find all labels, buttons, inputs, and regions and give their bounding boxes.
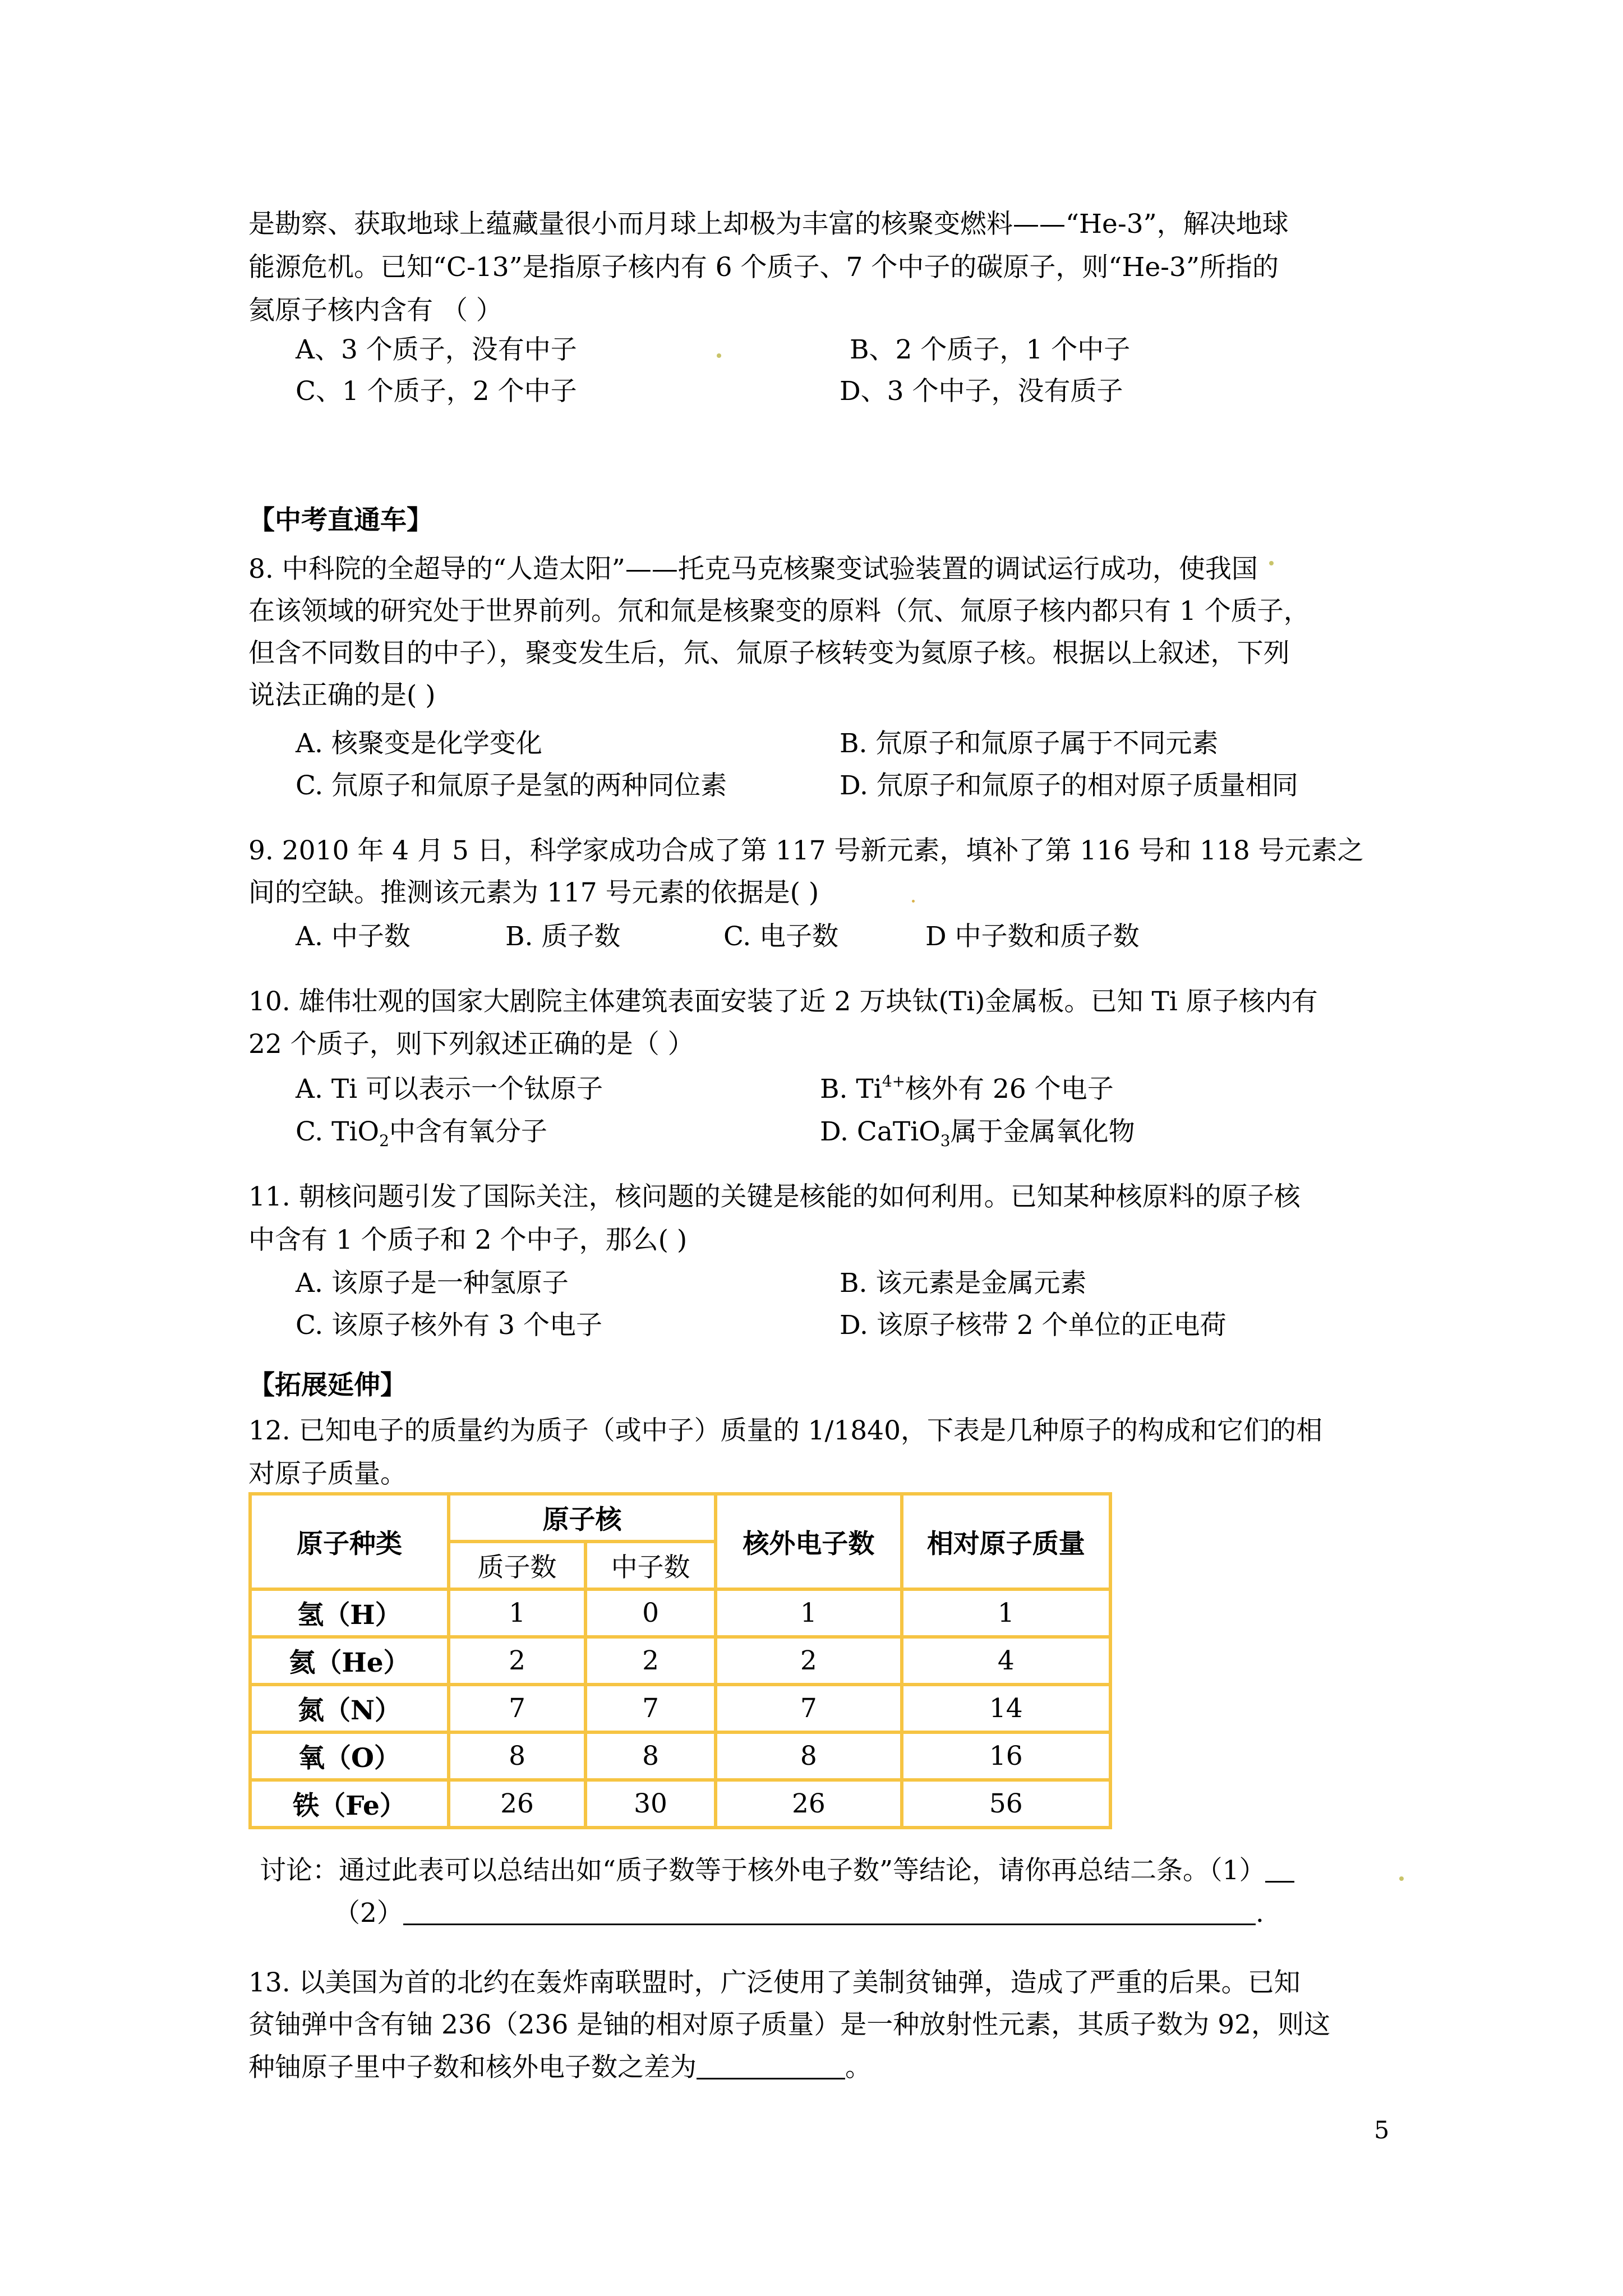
cell-electrons: 1 (716, 1589, 902, 1637)
cell-mass: 1 (902, 1589, 1110, 1637)
q7-line-2: 能源危机。已知“C-13”是指原子核内有 6 个质子、7 个中子的碳原子，则“He-3”所指的 (248, 252, 1279, 283)
q9-line-1: 9. 2010 年 4 月 5 日，科学家成功合成了第 117 号新元素，填补了第 116 号和 118 号元素之 (248, 835, 1364, 866)
cell-neutrons: 30 (585, 1780, 716, 1828)
q13-line-1: 13. 以美国为首的北约在轰炸南联盟时，广泛使用了美制贫铀弹，造成了严重的后果。已知 (248, 1967, 1301, 1998)
stray-mark (1399, 1876, 1404, 1881)
stray-mark (912, 900, 915, 903)
header-electrons: 核外电子数 (716, 1494, 902, 1589)
q9-line-2: 间的空缺。推测该元素为 117 号元素的依据是( ) (248, 877, 819, 908)
atom-structure-table (248, 1492, 1112, 1829)
cell-protons: 7 (449, 1685, 585, 1732)
table-row (250, 1685, 1110, 1732)
q8-line-1: 8. 中科院的全超导的“人造太阳”——托克马克核聚变试验装置的调试运行成功，使我国 (248, 554, 1258, 585)
cell-electrons: 26 (716, 1780, 902, 1828)
header-atom-type: 原子种类 (250, 1494, 449, 1589)
answer-blank-1[interactable] (1265, 1856, 1294, 1883)
table-row (250, 1732, 1110, 1780)
q8-line-3: 但含不同数目的中子），聚变发生后，氘、氚原子核转变为氦原子核。根据以上叙述，下列 (248, 638, 1290, 669)
q13-line-2: 贫铀弹中含有铀 236（236 是铀的相对原子质量）是一种放射性元素，其质子数为 92，则这 (248, 2009, 1331, 2040)
page-number: 5 (1374, 2116, 1390, 2145)
cell-neutrons: 7 (585, 1685, 716, 1732)
cell-electrons: 8 (716, 1732, 902, 1780)
q8-option-d: D. 氘原子和氚原子的相对原子质量相同 (840, 770, 1298, 801)
q9-option-a: A. 中子数 (296, 921, 411, 952)
cell-mass: 14 (902, 1685, 1110, 1732)
q9-option-d: D 中子数和质子数 (925, 921, 1140, 952)
cell-mass: 4 (902, 1637, 1110, 1685)
q11-option-b: B. 该元素是金属元素 (840, 1268, 1087, 1299)
q8-option-b: B. 氘原子和氚原子属于不同元素 (840, 728, 1219, 759)
answer-blank-2[interactable] (403, 1899, 1256, 1925)
header-neutrons: 中子数 (585, 1542, 716, 1589)
q10-line-2: 22 个质子，则下列叙述正确的是（ ） (248, 1029, 694, 1060)
q8-line-4: 说法正确的是( ) (248, 680, 436, 711)
q7-line-3: 氦原子核内含有 （ ） (248, 295, 502, 326)
answer-blank-3[interactable] (697, 2053, 845, 2079)
cell-electrons: 2 (716, 1637, 902, 1685)
section-heading-zhongkao: 【中考直通车】 (248, 505, 433, 536)
q11-line-2: 中含有 1 个质子和 2 个中子，那么( ) (248, 1225, 688, 1255)
q10-option-b: B. $Ti^{4+}$核外有 26 个电子 (820, 1072, 1114, 1105)
cell-protons: 8 (449, 1732, 585, 1780)
q12-line-1: 12. 已知电子的质量约为质子（或中子）质量的 1/1840，下表是几种原子的构成和它们的相 (248, 1415, 1322, 1446)
q11-option-a: A. 该原子是一种氢原子 (296, 1268, 569, 1299)
q10-option-c: C. TiO$_2$中含有氧分子 (296, 1116, 547, 1150)
q9-option-b: B. 质子数 (505, 921, 621, 952)
stray-mark (1269, 561, 1274, 565)
q7-option-c: C、1 个质子，2 个中子 (296, 376, 577, 407)
q9-option-c: C. 电子数 (723, 921, 839, 952)
table-row (250, 1589, 1110, 1637)
cell-protons: 1 (449, 1589, 585, 1637)
q8-line-2: 在该领域的研究处于世界前列。氘和氚是核聚变的原料（氘、氚原子核内都只有 1 个质子， (248, 596, 1310, 627)
cell-mass: 56 (902, 1780, 1110, 1828)
cell-neutrons: 0 (585, 1589, 716, 1637)
cell-electrons: 7 (716, 1685, 902, 1732)
cell-neutrons: 2 (585, 1637, 716, 1685)
q12-discussion: 讨论：通过此表可以总结出如“质子数等于核外电子数”等结论，请你再总结二条。（1） (260, 1854, 1294, 1888)
q8-option-a: A. 核聚变是化学变化 (296, 728, 542, 759)
cell-element: 氦（He） (250, 1637, 449, 1685)
header-protons: 质子数 (449, 1542, 585, 1589)
cell-neutrons: 8 (585, 1732, 716, 1780)
cell-element: 氢（H） (250, 1589, 449, 1637)
stray-mark (717, 353, 721, 358)
q10-line-1: 10. 雄伟壮观的国家大剧院主体建筑表面安装了近 2 万块钛(Ti)金属板。已知 Ti 原子核内有 (248, 986, 1318, 1017)
q7-option-d: D、3 个中子，没有质子 (840, 376, 1123, 407)
q10-option-d: D. CaTiO$_3$属于金属氧化物 (820, 1116, 1135, 1150)
q12-item-2: （2） . (334, 1898, 1264, 1929)
q11-option-d: D. 该原子核带 2 个单位的正电荷 (840, 1310, 1227, 1341)
cell-element: 氮（N） (250, 1685, 449, 1732)
q13-line-3: 种铀原子里中子数和核外电子数之差为 。 (248, 2052, 872, 2083)
q7-option-b: B、2 个质子，1 个中子 (850, 334, 1131, 365)
cell-element: 铁（Fe） (250, 1780, 449, 1828)
cell-mass: 16 (902, 1732, 1110, 1780)
cell-element: 氧（O） (250, 1732, 449, 1780)
table-row (250, 1637, 1110, 1685)
q11-option-c: C. 该原子核外有 3 个电子 (296, 1310, 602, 1341)
q7-option-a: A、3 个质子，没有中子 (296, 334, 577, 365)
header-relative-mass: 相对原子质量 (902, 1494, 1110, 1589)
q8-option-c: C. 氘原子和氚原子是氢的两种同位素 (296, 770, 727, 801)
table-row (250, 1780, 1110, 1828)
q10-option-a: A. Ti 可以表示一个钛原子 (296, 1074, 603, 1105)
cell-protons: 26 (449, 1780, 585, 1828)
header-nucleus: 原子核 (449, 1494, 716, 1542)
section-heading-tuozhan: 【拓展延伸】 (248, 1370, 407, 1401)
q12-line-2: 对原子质量。 (248, 1458, 407, 1489)
q11-line-1: 11. 朝核问题引发了国际关注，核问题的关键是核能的如何利用。已知某种核原料的原子核 (248, 1181, 1301, 1212)
q7-line-1: 是勘察、获取地球上蕴藏量很小而月球上却极为丰富的核聚变燃料——“He-3”，解决地球 (248, 209, 1289, 240)
cell-protons: 2 (449, 1637, 585, 1685)
